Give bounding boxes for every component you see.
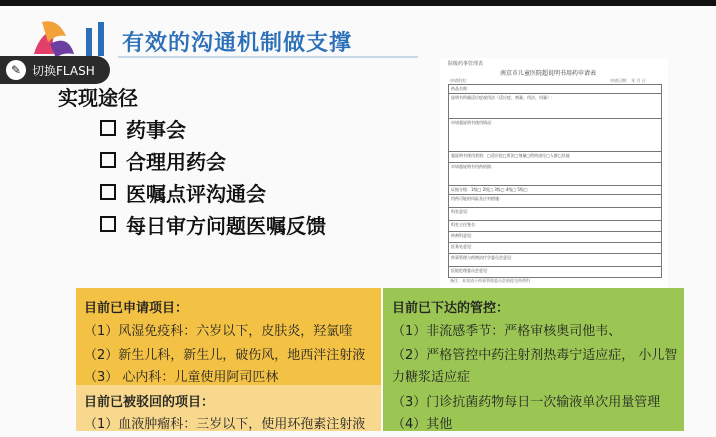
controls-heading: 目前已下达的管控： [392, 301, 510, 316]
controls-item: 力糖浆适应症 [392, 370, 471, 385]
form-row: 超说明书使用类别：□适应症□用法□剂量□给药途径□人群□其他 [449, 152, 662, 163]
form-row: 药品名称： [449, 85, 662, 94]
section-heading: 实现途径 [58, 86, 138, 110]
rejected-heading: 目前已被驳回的项目： [84, 395, 215, 410]
bullet-text: 药事会 [126, 117, 186, 142]
title-underline [118, 56, 418, 58]
applied-item: （2）新生儿科，新生儿，破伤风，地西泮注射液 [84, 348, 366, 363]
bullet-item [100, 176, 326, 208]
form-dept: 申请科室： [450, 78, 470, 83]
bullet-item [100, 112, 326, 144]
bullet-list [100, 112, 326, 240]
bullet-text: 医嘱点评沟通会 [126, 181, 266, 206]
form-row: 申请超说明书用药依据： [449, 163, 662, 186]
form-row: 用药可能的风险及应对措施： [449, 195, 662, 208]
square-bullet-icon [100, 120, 116, 136]
form-row: 科室意见： [449, 208, 662, 221]
bullet-item [100, 144, 326, 176]
bullet-text: 合理用药会 [126, 149, 226, 174]
applied-item: （3） 心内科：儿童使用阿司匹林 [84, 370, 279, 385]
form-row: 科室主任签名： [449, 221, 662, 232]
square-bullet-icon [100, 152, 116, 168]
form-table [448, 84, 662, 278]
controls-item: （4）其他 [392, 417, 453, 432]
controls-item: （1）非流感季节：严格审核奥司他韦、 [392, 324, 622, 339]
form-row: 证据分级：1级□ 2级□ 3级□ 4级□ 5级□ [449, 186, 662, 195]
bullet-text: 每日审方问题医嘱反馈 [126, 213, 326, 238]
rejected-item: （1）血液肿瘤科：三岁以下，使用环孢素注射液 [84, 417, 366, 432]
form-row: 医院伦理委员会意见： [449, 267, 662, 278]
application-form-image [440, 58, 668, 288]
applied-item: （1）风湿免疫科：六岁以下，皮肤炎，羟氯喹 [84, 324, 353, 339]
form-title: 南京市儿童医院超说明书用药申请表 [500, 70, 597, 77]
slide-title: 有效的沟通机制做支撑 [122, 31, 353, 56]
square-bullet-icon [100, 184, 116, 200]
form-row: 申请超说明书使用情况： [449, 119, 662, 152]
form-header: 院级药事管理表 [448, 61, 484, 67]
form-row: 说明书所载适应症或用法（适应症、剂量、用法、用量）： [449, 94, 662, 119]
form-footer: 备注：本表请于药事管理委员会前提交药剂科 [450, 278, 530, 283]
switch-flash-button[interactable] [0, 56, 110, 84]
controls-item: （3）门诊抗菌药物每日一次输液单次用量管理 [392, 395, 661, 410]
square-bullet-icon [100, 216, 116, 232]
form-row: 药事管理与药物治疗学委员会意见： [449, 254, 662, 267]
form-row: 药剂科意见： [449, 232, 662, 243]
bullet-item [100, 208, 326, 240]
pen-icon: ✎ [6, 60, 26, 80]
applied-heading: 目前已申请项目： [84, 301, 189, 316]
controls-item: （2）严格管控中药注射剂热毒宁适应症， 小儿智 [392, 348, 678, 363]
form-row: 医务处意见： [449, 243, 662, 254]
switch-flash-label: 切换FLASH [32, 63, 95, 78]
form-date: 申请日期： 年 月 日 [610, 78, 646, 83]
